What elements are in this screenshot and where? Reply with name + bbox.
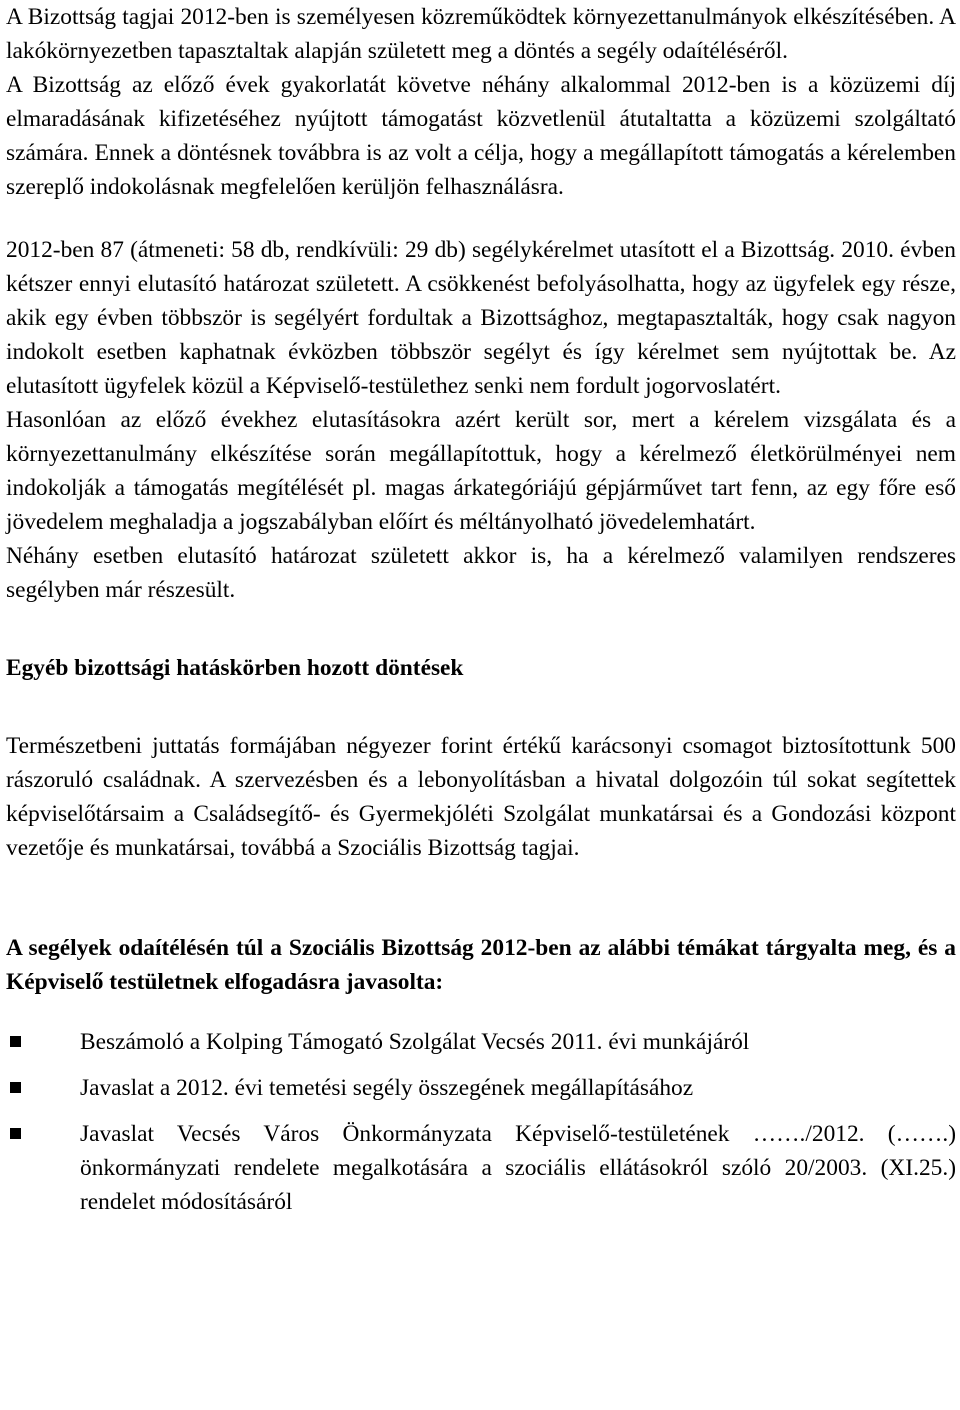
paragraph-utility-transfers: A Bizottság az előző évek gyakorlatát követve néhány alkalommal 2012-ben is a közüzemi díj elmaradásának kifizetéséhez nyújtott támogatást közvetlenül átutaltatta a közüzemi szolgáltató számára. Ennek a döntésnek továbbra is az volt a célja, hogy a megállapított támogatás a kérelemben szereplő indokolásnak megfelelően kerüljön felhasználásra.	[6, 72, 956, 200]
paragraph-regular-aid: Néhány esetben elutasító határozat született akkor is, ha a kérelmező valamilyen rendszeres segélyben már részesült.	[6, 543, 956, 603]
list-item-text: Beszámoló a Kolping Támogató Szolgálat Vecsés 2011. évi munkájáról	[80, 1029, 750, 1055]
paragraph-rejection-reasons: Hasonlóan az előző évekhez elutasításokra azért került sor, mert a kérelem vizsgálata és a környezettanulmány elkészítése során megállapítottuk, hogy a kérelmező életkörülményei nem indokolják a támogatás megítélését pl. magas árkategóriájú gépjárművet tart fenn, az egy főre eső jövedelem meghaladja a jogszabályban előírt és méltányolható jövedelemhatárt.	[6, 407, 956, 535]
square-bullet-icon	[10, 1128, 21, 1139]
list-item-text: Javaslat a 2012. évi temetési segély összegének megállapításához	[80, 1075, 694, 1101]
square-bullet-icon	[10, 1036, 21, 1047]
section-heading: Egyéb bizottsági hatáskörben hozott döntések	[6, 655, 464, 681]
paragraph-christmas-packages: Természetbeni juttatás formájában négyezer forint értékű karácsonyi csomagot biztosítottunk 500 rászoruló családnak. A szervezésben és a lebonyolításban a hivatal dolgozóin túl sokat segítettek képviselőtársaim a Családsegítő- és Gyermekjóléti Szolgálat munkatársai és a Gondozási központ vezetője és munkatársai, továbbá a Szociális Bizottság tagjai.	[6, 733, 956, 861]
paragraph-rejections: 2012-ben 87 (átmeneti: 58 db, rendkívüli: 29 db) segélykérelmet utasított el a Bizottság. 2010. évben kétszer ennyi elutasító határozat született. A csökkenést befolyásolhatta, hogy az ügyfelek egy része, akik egy évben többször is segélyért fordultak a Bizottsághoz, megtapasztalták, hogy csak nagyon indokolt esetben kaphatnak évközben többször segélyt és így kérelmet sem nyújtottak be. Az elutasított ügyfelek közül a Képviselő-testülethez senki nem fordult jogorvoslatért.	[6, 237, 956, 399]
list-item-text: Javaslat Vecsés Város Önkormányzata Képviselő-testületének ……./2012. (…….) önkormányzati rendelete megalkotására a szociális ellátásokról szóló 20/2003. (XI.25.) rendelet módosításáról	[80, 1121, 956, 1215]
paragraph-committee-visits: A Bizottság tagjai 2012-ben is személyesen közreműködtek környezettanulmányok elkészítésében. A lakókörnyezetben tapasztaltak alapján született meg a döntés a segély odaítéléséről.	[6, 4, 956, 64]
list-item	[6, 1117, 956, 1219]
list-item	[6, 1071, 956, 1105]
topics-heading: A segélyek odaítélésén túl a Szociális Bizottság 2012-ben az alábbi témákat tárgyalta meg, és a Képviselő testületnek elfogadásra javasolta:	[6, 935, 956, 995]
square-bullet-icon	[10, 1082, 21, 1093]
topics-list	[6, 1025, 956, 1219]
list-item	[6, 1025, 956, 1059]
